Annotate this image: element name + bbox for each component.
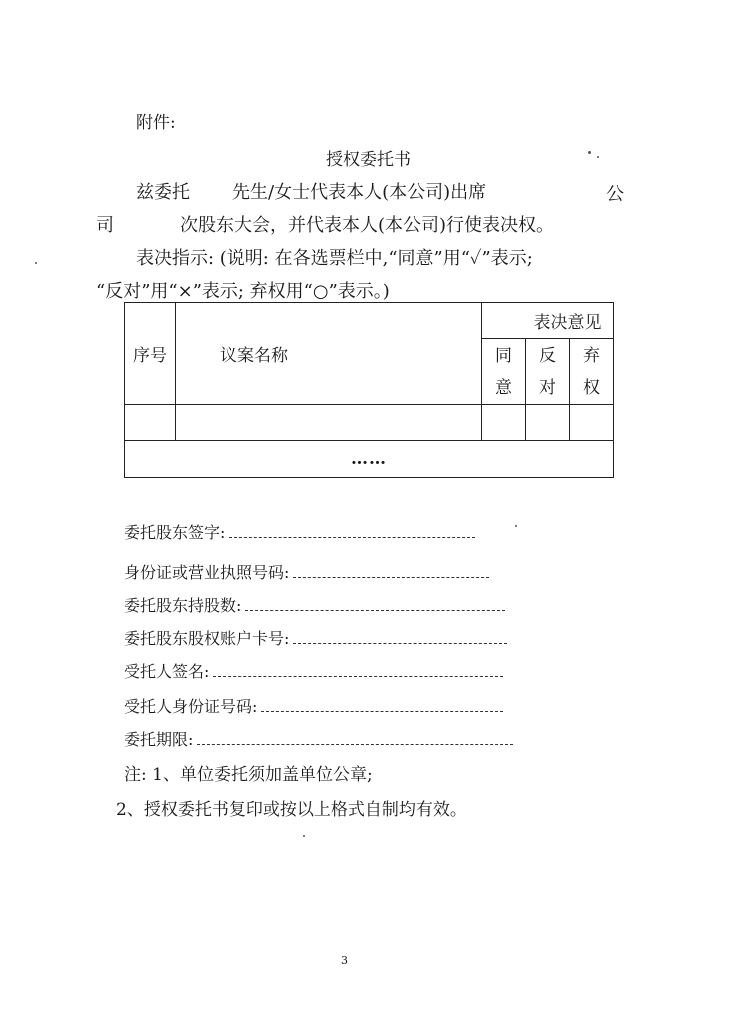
field-agent-id — [124, 694, 503, 717]
col-abstain-1: 弃 — [583, 345, 600, 366]
field-agent-signature — [124, 659, 503, 682]
col-number: 序号 — [125, 303, 176, 405]
blank-line — [213, 664, 503, 677]
scan-speck — [515, 525, 517, 527]
field-label: 身份证或营业执照号码: — [124, 563, 290, 582]
ellipsis-cell: …… — [125, 441, 614, 478]
blank-line — [197, 732, 513, 745]
intro-company-char-2: 司 — [96, 215, 114, 236]
col-oppose-2: 对 — [539, 377, 556, 398]
scan-speck — [303, 835, 305, 837]
intro-representative: 先生/女士代表本人(本公司)出席 — [232, 182, 487, 203]
table-row-ellipsis — [125, 441, 614, 478]
field-label: 受托人身份证号码: — [124, 697, 258, 716]
col-agree — [482, 339, 526, 405]
cell-abstain — [570, 405, 614, 441]
blank-line — [293, 565, 489, 578]
field-shareholding — [124, 593, 505, 616]
note-1: 注: 1、单位委托须加盖单位公章; — [124, 765, 373, 785]
col-abstain — [570, 339, 614, 405]
field-term — [124, 727, 513, 750]
field-label: 委托股东股权账户卡号: — [124, 629, 290, 648]
col-proposal-name: 议案名称 — [176, 303, 482, 405]
cell-agree — [482, 405, 526, 441]
attachment-label: 附件: — [136, 113, 176, 133]
col-voting-opinion: 表决意见 — [482, 303, 614, 339]
col-agree-2: 意 — [495, 377, 512, 398]
voting-instructions-cont: “反对”用“×”表示; 弃权用“○”表示。) — [96, 281, 390, 302]
page-number: 3 — [341, 954, 348, 967]
blank-line — [229, 525, 475, 538]
field-id-number — [124, 560, 489, 583]
blank-line — [293, 631, 507, 644]
scan-speck — [35, 262, 37, 264]
cell-oppose — [526, 405, 570, 441]
scan-speck — [588, 151, 591, 154]
field-label: 委托期限: — [124, 730, 194, 749]
field-principal-signature — [124, 520, 475, 543]
col-abstain-2: 权 — [583, 377, 600, 398]
note-2: 2、授权委托书复印或按以上格式自制均有效。 — [116, 800, 467, 820]
scan-speck — [597, 156, 599, 158]
document-title: 授权委托书 — [326, 150, 411, 170]
intro-entrust: 兹委托 — [136, 182, 190, 203]
blank-line — [245, 598, 505, 611]
intro-meeting: 次股东大会，并代表本人(本公司)行使表决权。 — [180, 215, 555, 236]
field-label: 受托人签名: — [124, 662, 210, 681]
blank-line — [261, 699, 503, 712]
col-agree-1: 同 — [495, 345, 512, 366]
col-oppose — [526, 339, 570, 405]
field-account-number — [124, 626, 507, 649]
field-label: 委托股东签字: — [124, 523, 226, 542]
intro-company-char: 公 — [606, 184, 624, 205]
col-oppose-1: 反 — [539, 345, 556, 366]
table-row — [125, 405, 614, 441]
voting-instructions: 表决指示: (说明: 在各选票栏中,“同意”用“✓”表示; — [136, 248, 533, 269]
voting-table — [124, 302, 614, 478]
cell-proposal — [176, 405, 482, 441]
field-label: 委托股东持股数: — [124, 596, 242, 615]
cell-number — [125, 405, 176, 441]
